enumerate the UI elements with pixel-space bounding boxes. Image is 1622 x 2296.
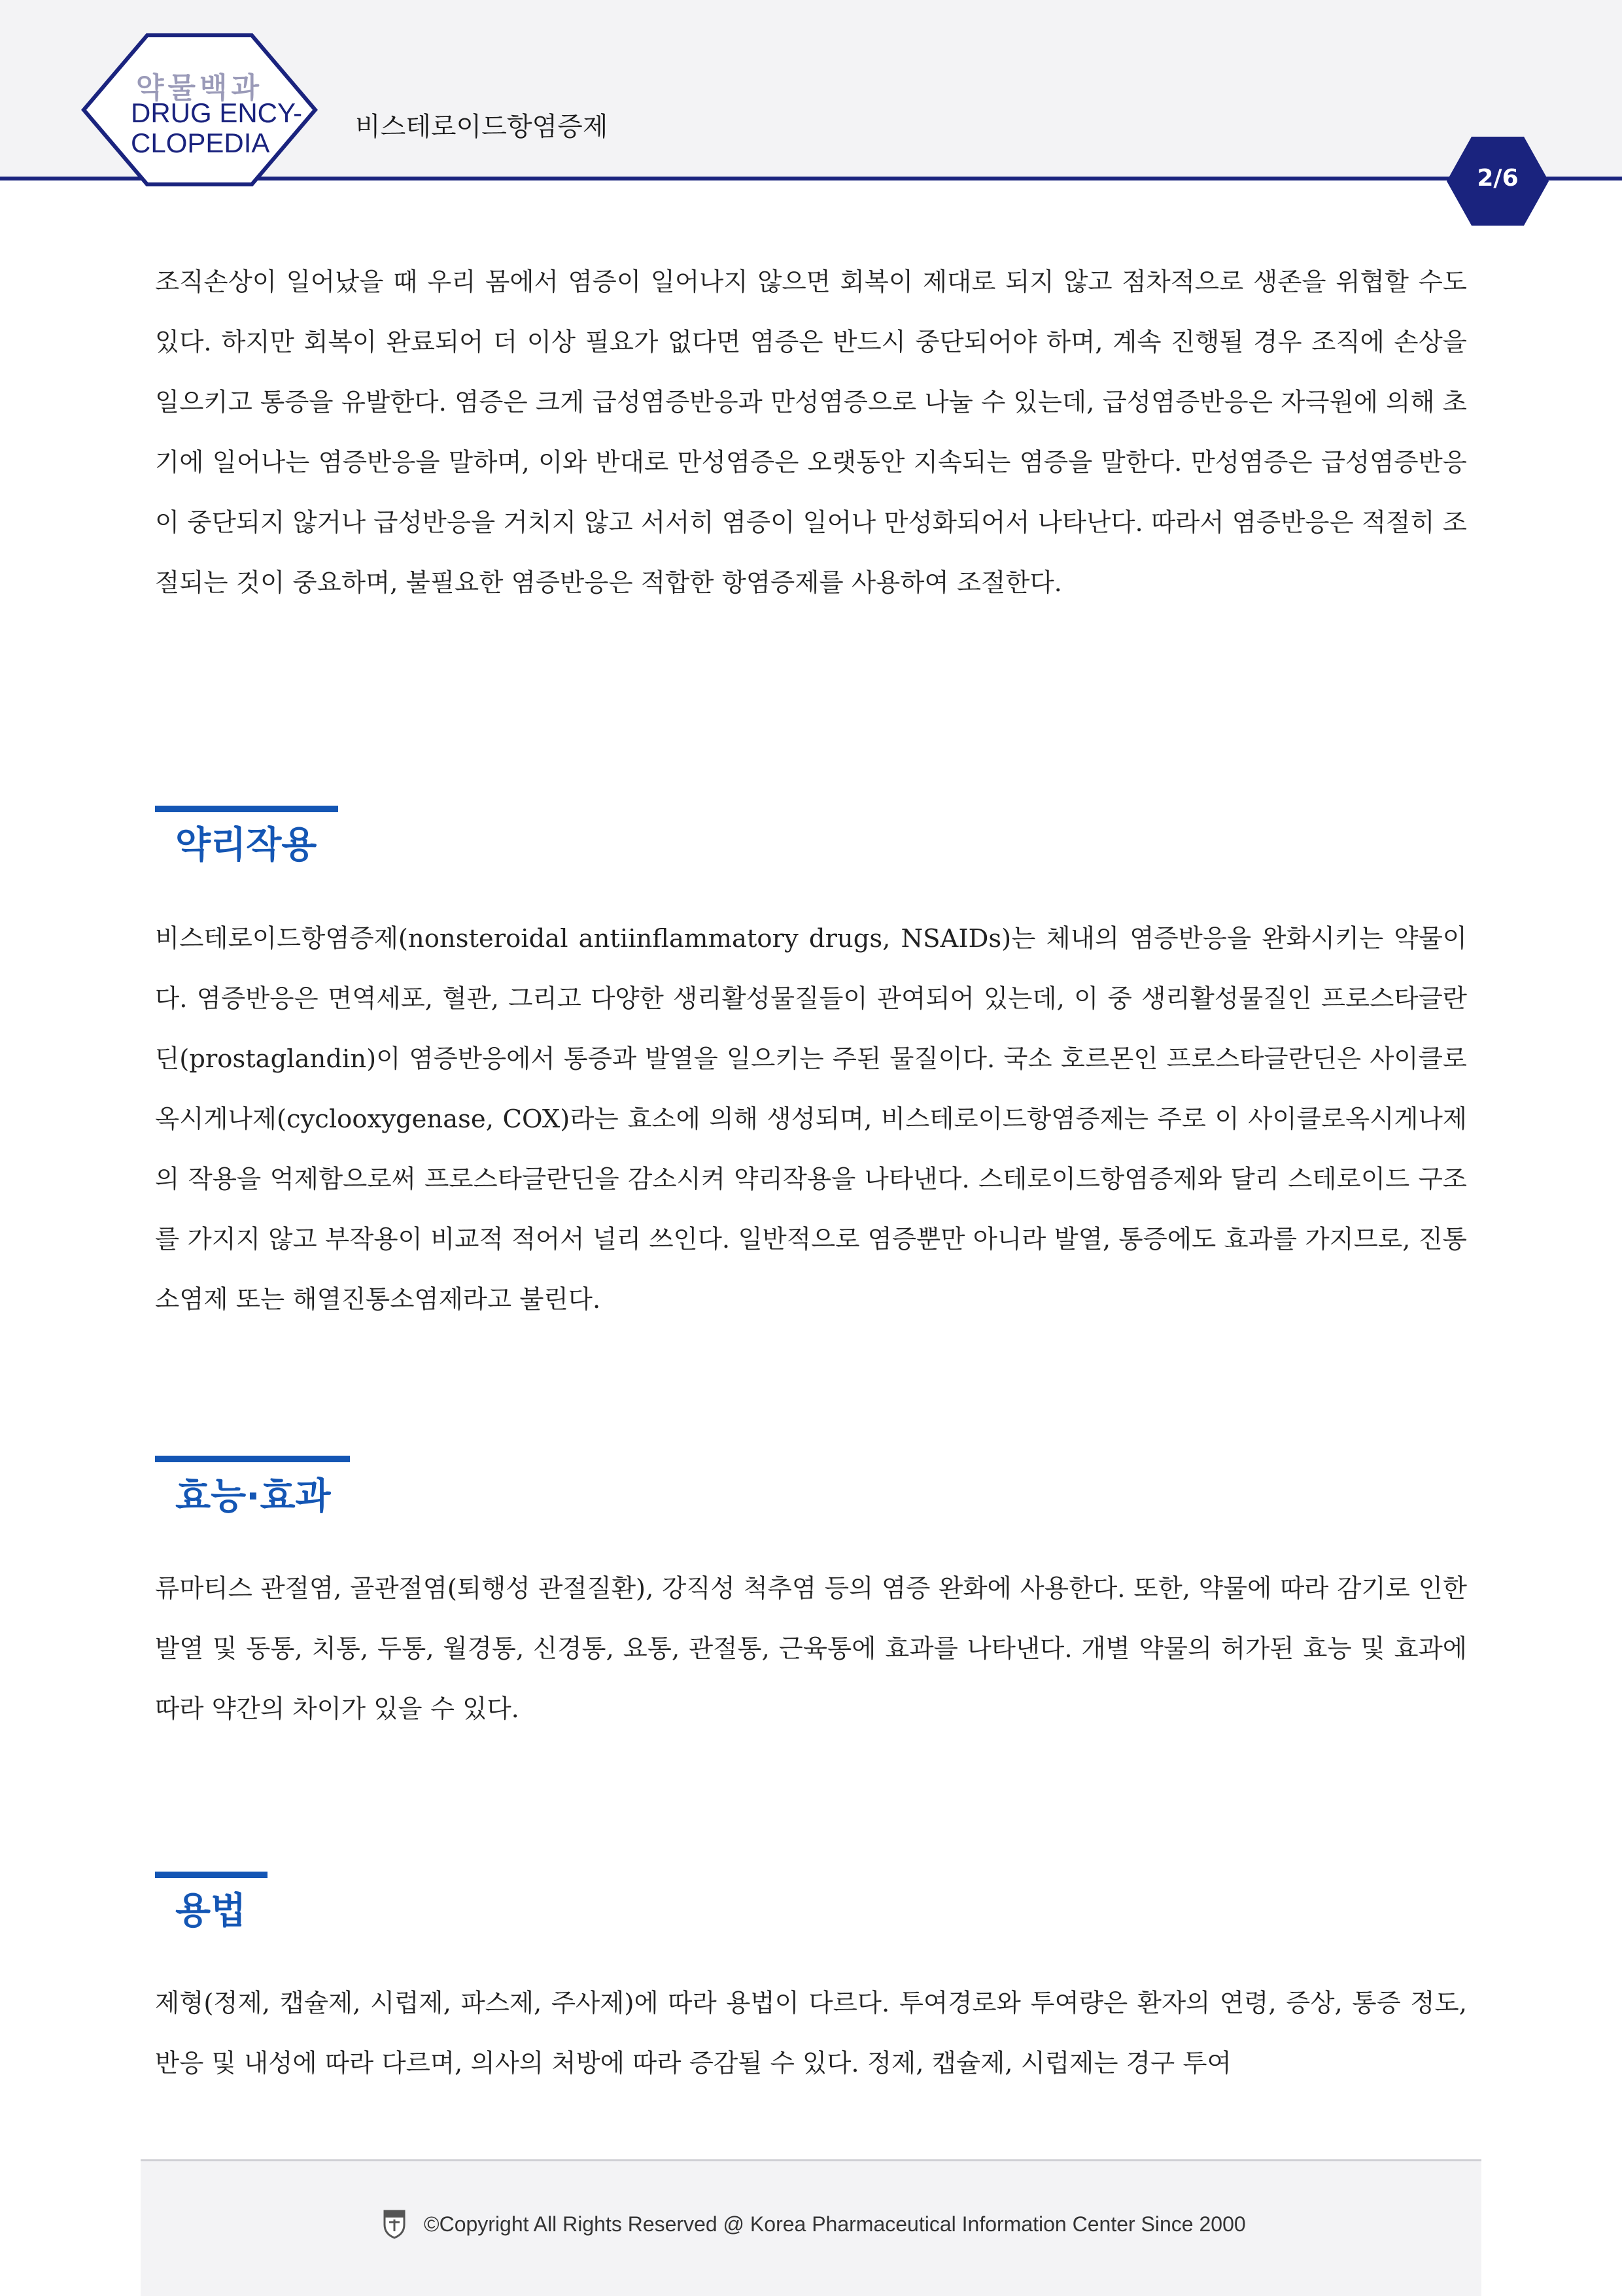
footer-copyright: ©Copyright All Rights Reserved @ Korea Pharmaceutical Information Center Since 2000 [424,2212,1246,2236]
section-title-efficacy: 효능·효과 [175,1475,331,1518]
page-number: 2/6 [1477,165,1519,192]
logo-english [131,98,301,158]
intro-paragraph: 조직손상이 일어났을 때 우리 몸에서 염증이 일어나지 않으면 회복이 제대로 되지 않고 점차적으로 생존을 위협할 수도 있다. 하지만 회복이 완료되어 더 이상 필요가 없다면 염증은 반드시 중단되어야 하며, 계속 진행될 경우 조직에 손상을 일으키고 통증을 유발한다. 염증은 크게 급성염증반응과 만성염증으로 나눌 수 있는데, 급성염증반응은 자극원에 의해 초기에 일어나는 염증반응을 말하며, 이와 반대로 만성염증은 오랫동안 지속되는 염증을 말한다. 만성염증은 급성염증반응이 중단되지 않거나 급성반응을 거치지 않고 서서히 염증이 일어나 만성화되어서 나타난다. 따라서 염증반응은 적절히 조절되는 것이 중요하며, 불필요한 염증반응은 적합한 항염증제를 사용하여 조절한다. [155,267,1467,598]
section-title-dosage: 용법 [175,1890,247,1932]
document-title: 비스테로이드항염증제 [355,112,608,142]
logo-english-line2: CLOPEDIA [131,128,270,158]
logo-korean: 약물백과 [135,71,263,105]
section-bar-efficacy [155,1456,350,1462]
shield-emblem-icon [383,2209,406,2239]
section-bar-pharmacology [155,806,338,812]
section-bar-dosage [155,1872,267,1878]
section-paragraph-efficacy: 류마티스 관절염, 골관절염(퇴행성 관절질환), 강직성 척추염 등의 염증 완화에 사용한다. 또한, 약물에 따라 감기로 인한 발열 및 동통, 치통, 두통, 월경통, 신경통, 요통, 관절통, 근육통에 효과를 나타낸다. 개별 약물의 허가된 효능 및 효과에 따라 약간의 차이가 있을 수 있다. [155,1574,1467,1724]
logo-english-line1: DRUG ENCY- [131,97,303,128]
section-title-pharmacology: 약리작용 [175,824,317,866]
section-paragraph-pharmacology: 비스테로이드항염증제(nonsteroidal antiinflammatory drugs, NSAIDs)는 체내의 염증반응을 완화시키는 약물이다. 염증반응은 면역세포, 혈관, 그리고 다양한 생리활성물질들이 관여되어 있는데, 이 중 생리활성물질인 프로스타글란딘(prostaglandin)이 염증반응에서 통증과 발열을 일으키는 주된 물질이다. 국소 호르몬인 프로스타글란딘은 사이클로옥시게나제(cyclooxygenase, COX)라는 효소에 의해 생성되며, 비스테로이드항염증제는 주로 이 사이클로옥시게나제의 작용을 억제함으로써 프로스타글란딘을 감소시켜 약리작용을 나타낸다. 스테로이드항염증제와 달리 스테로이드 구조를 가지지 않고 부작용이 비교적 적어서 널리 쓰인다. 일반적으로 염증뿐만 아니라 발열, 통증에도 효과를 가지므로, 진통소염제 또는 해열진통소염제라고 불린다. [155,924,1467,1314]
section-paragraph-dosage: 제형(정제, 캡슐제, 시럽제, 파스제, 주사제)에 따라 용법이 다르다. 투여경로와 투여량은 환자의 연령, 증상, 통증 정도, 반응 및 내성에 따라 다르며, 의사의 처방에 따라 증감될 수 있다. 정제, 캡슐제, 시럽제는 경구 투여 [155,1989,1467,2078]
